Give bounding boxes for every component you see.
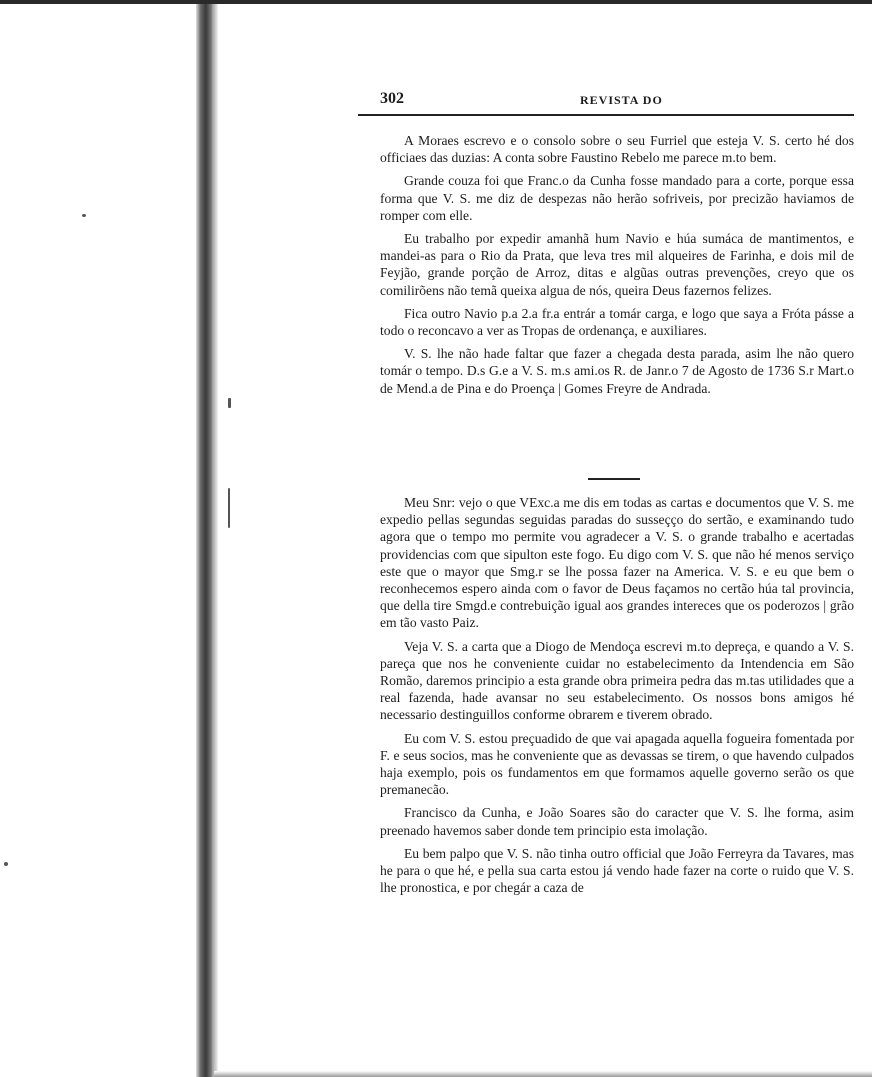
scan-speck [228,488,230,528]
page-header [358,90,854,116]
book-page [358,90,854,896]
scan-top-edge [0,0,872,4]
paragraph: V. S. lhe não hade faltar que fazer a chegada desta parada, asim lhe não quero tomár o tempo. D.s G.e a V. S. m.s ami.os R. de Janr.o 7 de Agosto de 1736 S.r Mart.o de Mend.a de Pina e do Proença | Gomes Freyre de Andrada. [380,346,854,396]
section-separator [588,478,640,480]
paragraph: Francisco da Cunha, e João Soares são do caracter que V. S. lhe forma, asim preenado havemos saber donde tem principio esta imolação. [380,805,854,838]
scan-speck [82,214,86,217]
paragraph: Fica outro Navio p.a 2.a fr.a entrár a tomár carga, e logo que saya a Fróta pásse a todo o reconcavo a ver as Tropas de ordenança, e auxiliares. [380,305,854,339]
paragraph: Eu trabalho por expedir amanhã hum Navio e húa sumáca de mantimentos, e mandei-as para o Rio da Prata, que leva tres mil alqueires de Farinha, e dois mil de Feyjão, grande porção de Arroz, ditas e algũas outras prevenções, creyo que os comilirõens não temã queixa algua de nós, queira Deus fazernos felizes. [380,231,854,298]
paragraph: Meu Snr: vejo o que VExc.a me dis em todas as cartas e documentos que V. S. me expedio pellas segundas seguidas paradas do susseçço do sertão, e examinando tudo agora que o tempo mo permite vou agradecer a V. S. o grande trabalho e acertadas providencias com que sipulton este fogo. Eu digo com V. S. que não hé menos serviço este que o mayor que Smg.r se lhe possa fazer na America. V. S. e eu que bem o reconhecemos espero ainda com o favor de Deus façamos no certão húa tal provincia, que della tire Smgd.e contrebuição igual aos grandes intereces que os poderozos | grão em tão vasto Paiz. [380,495,854,631]
page-number: 302 [380,90,404,107]
page-left-margin [0,0,200,1077]
letter-one [380,132,854,403]
letter-two [380,494,854,902]
scan-speck [228,398,231,408]
paragraph: A Moraes escrevo e o consolo sobre o seu Furriel que esteja V. S. certo hé dos officiaes das duzias: A conta sobre Faustino Rebelo me parece m.to bem. [380,133,854,166]
running-head: REVISTA DO [580,93,663,107]
paragraph: Grande couza foi que Franc.o da Cunha fosse mandado para a corte, porque essa forma que V. S. me diz de despezas não herão sofriveis, por precizão haviamos de romper com elle. [380,173,854,223]
scan-speck [4,862,8,866]
paragraph: Eu bem palpo que V. S. não tinha outro official que João Ferreyra da Tavares, mas he para o que hé, e pella sua carta estou já vendo hade fazer na corte o ruido que V. S. lhe pronostica, e por chegár a caza de [380,845,854,896]
paragraph: Eu com V. S. estou preçuadido de que vai apagada aquella fogueira fomentada por F. e seus socios, mas he conveniente que as devassas se tirem, o que havendo culpados haja exemplo, pois os fundamentos em que formamos aquelle governo serão os que premanecão. [380,730,854,798]
scan-bottom-edge [214,1071,872,1077]
book-gutter-edge [212,0,218,1077]
paragraph: Veja V. S. a carta que a Diogo de Mendoça escrevi m.to depreça, e quando a V. S. pareça que nos he conveniente cuidar no estabelecimento da Intendencia em São Romão, daremos principio a esta grande obra primeira pedra das m.tas utilidades que a real fazenda, hade avansar no seu estabelecimento. Os nossos bons amigos hé necessario destinguillos conforme obrarem e tiverem obrado. [380,638,854,723]
